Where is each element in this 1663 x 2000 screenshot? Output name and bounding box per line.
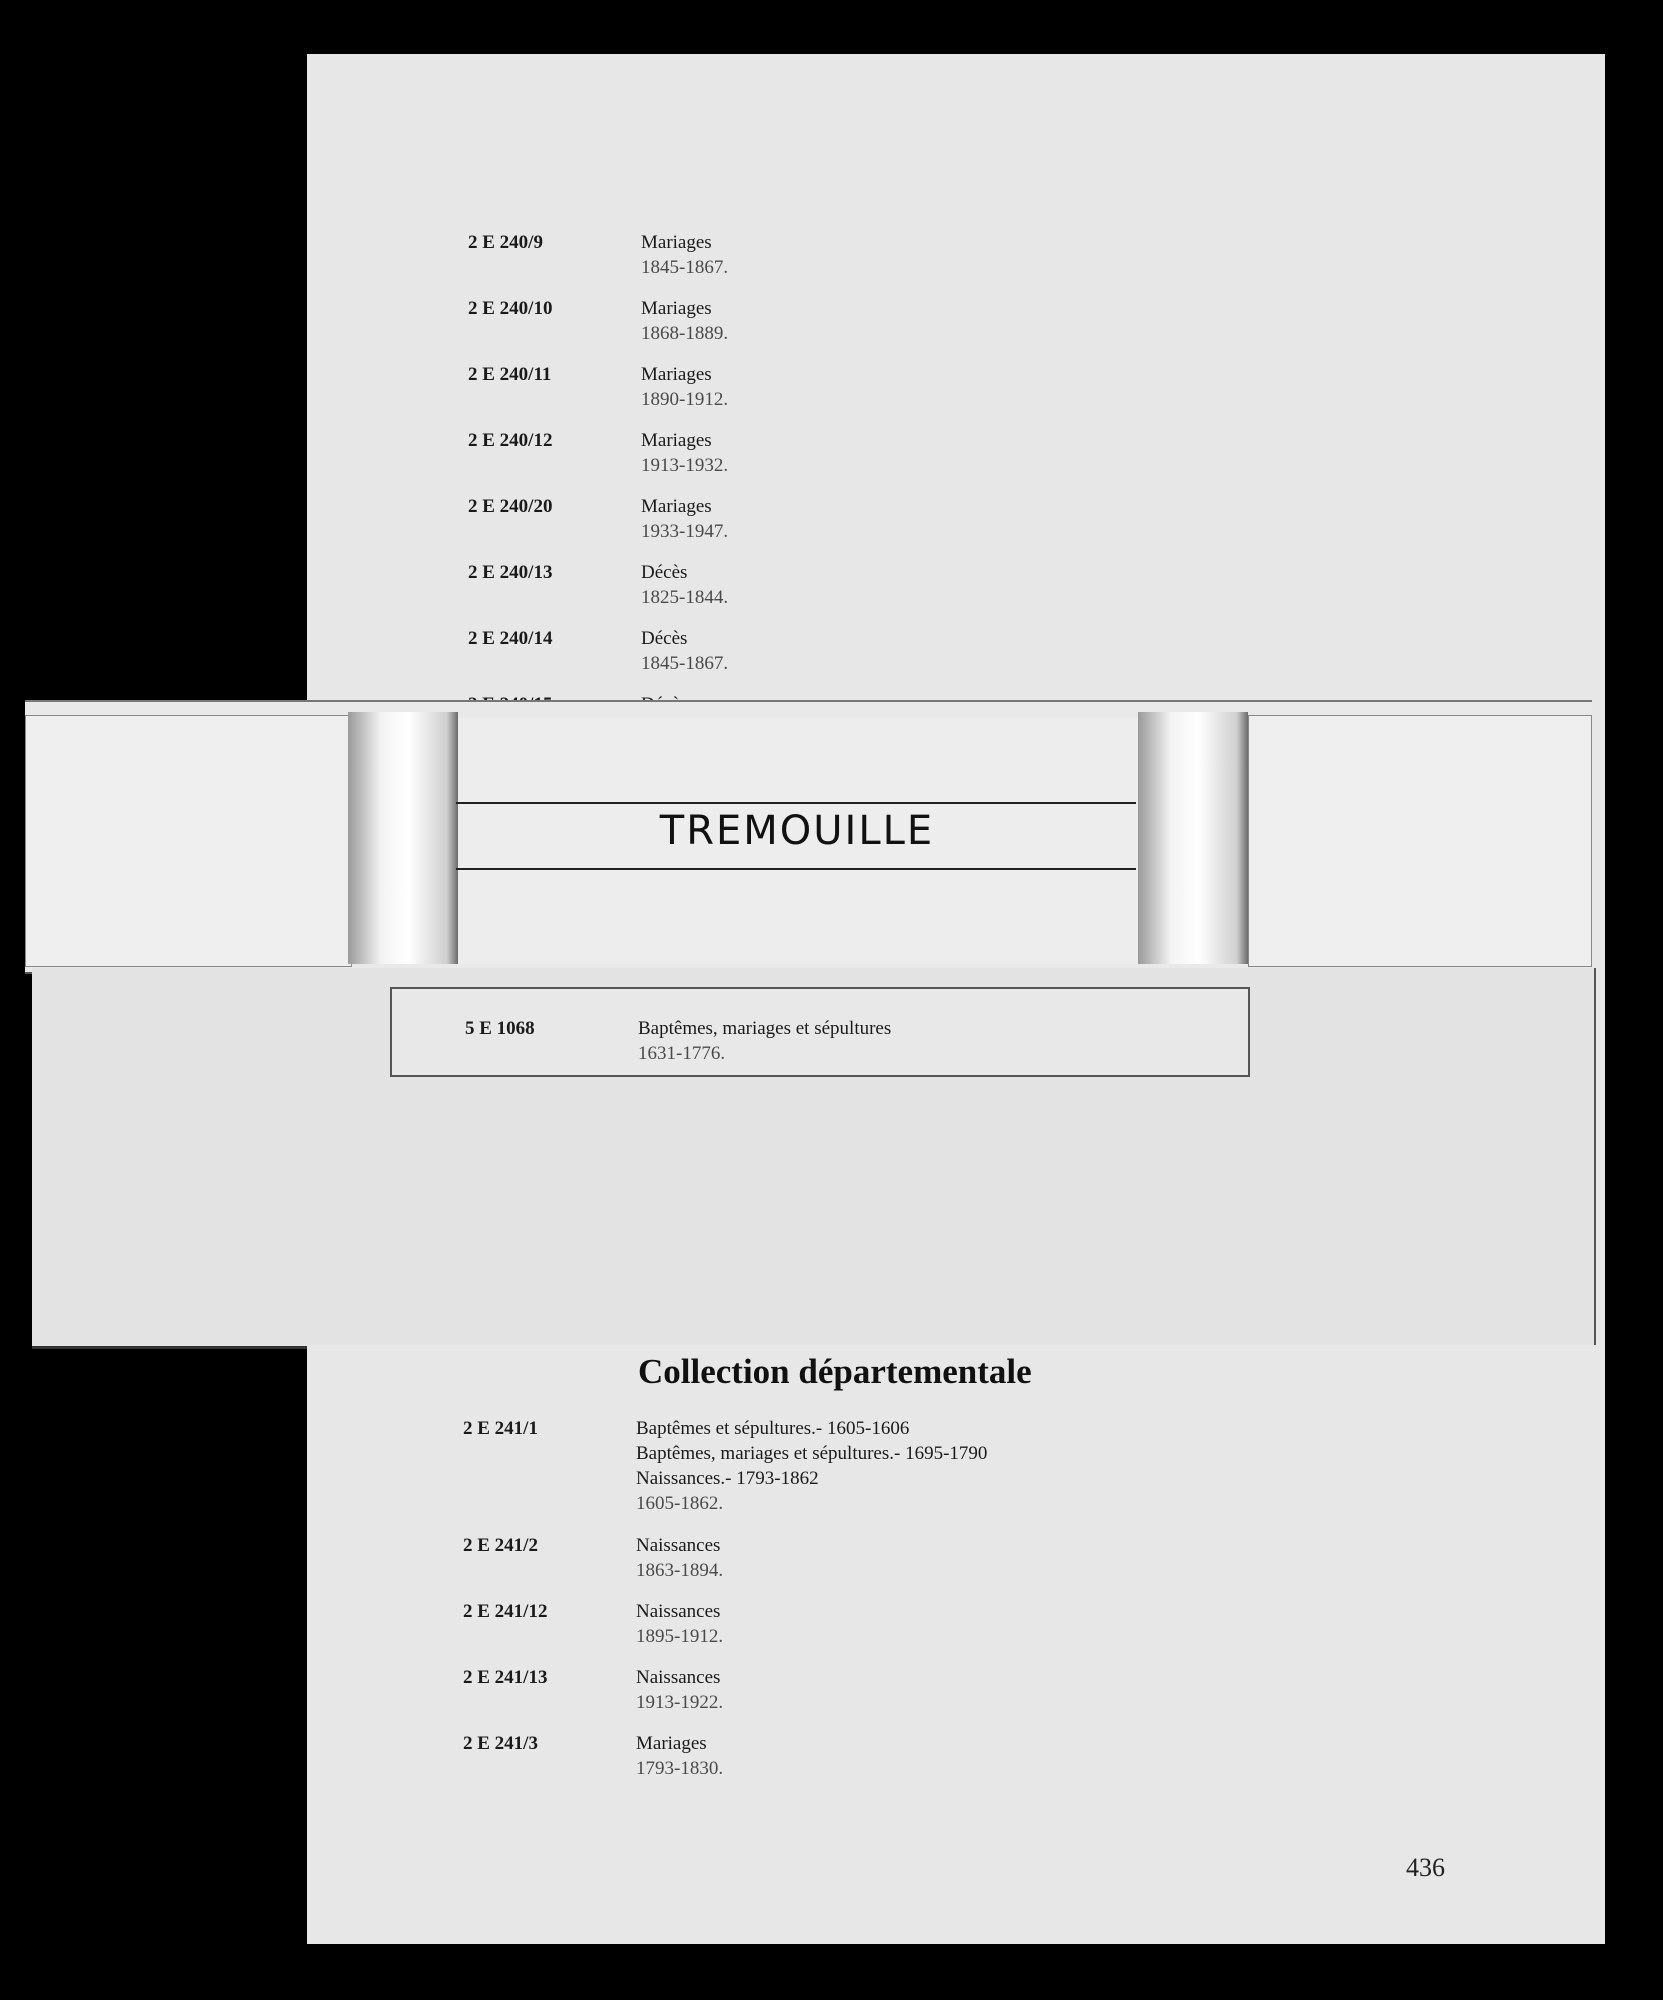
record-dates: 1868-1889. — [641, 323, 729, 344]
record-dates: 1793-1830. — [636, 1758, 724, 1779]
record-dates: 1933-1947. — [641, 521, 729, 542]
record-cote: 2 E 240/11 — [468, 364, 552, 385]
record-cote: 2 E 241/3 — [463, 1733, 538, 1754]
record-type: Naissances — [636, 1535, 721, 1556]
record-cote: 2 E 240/13 — [468, 562, 553, 583]
record-type: Décès — [641, 628, 688, 649]
record-cote: 2 E 240/9 — [468, 232, 543, 253]
record-type: Naissances — [636, 1601, 721, 1622]
commune-label: TREMOUILLE — [659, 808, 935, 854]
record-cote: 2 E 240/12 — [468, 430, 553, 451]
record-line: Baptêmes et sépultures.- 1605-1606 — [636, 1418, 910, 1439]
record-type: Mariages — [636, 1733, 707, 1754]
record-cote: 2 E 240/14 — [468, 628, 553, 649]
record-line: Baptêmes, mariages et sépultures.- 1695-1790 — [636, 1443, 988, 1464]
section-heading: Collection départementale — [638, 1352, 1032, 1391]
record-dates: 1895-1912. — [636, 1626, 724, 1647]
record-dates: 1890-1912. — [641, 389, 729, 410]
record-dates: 1631-1776. — [638, 1043, 726, 1064]
record-dates: 1825-1844. — [641, 587, 729, 608]
record-type: Mariages — [641, 430, 712, 451]
label-tab-left — [25, 715, 352, 967]
record-type: Baptêmes, mariages et sépultures — [638, 1018, 892, 1039]
record-type: Mariages — [641, 496, 712, 517]
page-number: 436 — [1406, 1853, 1445, 1882]
record-type: Décès — [641, 562, 688, 583]
record-line: Naissances.- 1793-1862 — [636, 1468, 819, 1489]
record-dates: 1845-1867. — [641, 257, 729, 278]
label-tab-right — [1248, 715, 1592, 967]
label-rule-bottom — [456, 868, 1136, 870]
record-type: Mariages — [641, 364, 712, 385]
record-cote: 2 E 241/2 — [463, 1535, 538, 1556]
record-dates: 1845-1867. — [641, 653, 729, 674]
record-type: Mariages — [641, 298, 712, 319]
record-type: Naissances — [636, 1667, 721, 1688]
record-cote: 2 E 241/12 — [463, 1601, 548, 1622]
record-cote: 2 E 240/10 — [468, 298, 553, 319]
record-dates: 1863-1894. — [636, 1560, 724, 1581]
label-roll-right — [1138, 712, 1248, 964]
record-dates: 1913-1922. — [636, 1692, 724, 1713]
record-dates: 1913-1932. — [641, 455, 729, 476]
record-cote: 2 E 240/20 — [468, 496, 553, 517]
record-cote: 2 E 241/1 — [463, 1418, 538, 1439]
record-cote: 5 E 1068 — [465, 1018, 535, 1039]
record-cote: 2 E 241/13 — [463, 1667, 548, 1688]
label-roll-left — [348, 712, 458, 964]
record-type: Mariages — [641, 232, 712, 253]
label-rule-top — [456, 802, 1136, 804]
record-dates: 1605-1862. — [636, 1493, 724, 1514]
